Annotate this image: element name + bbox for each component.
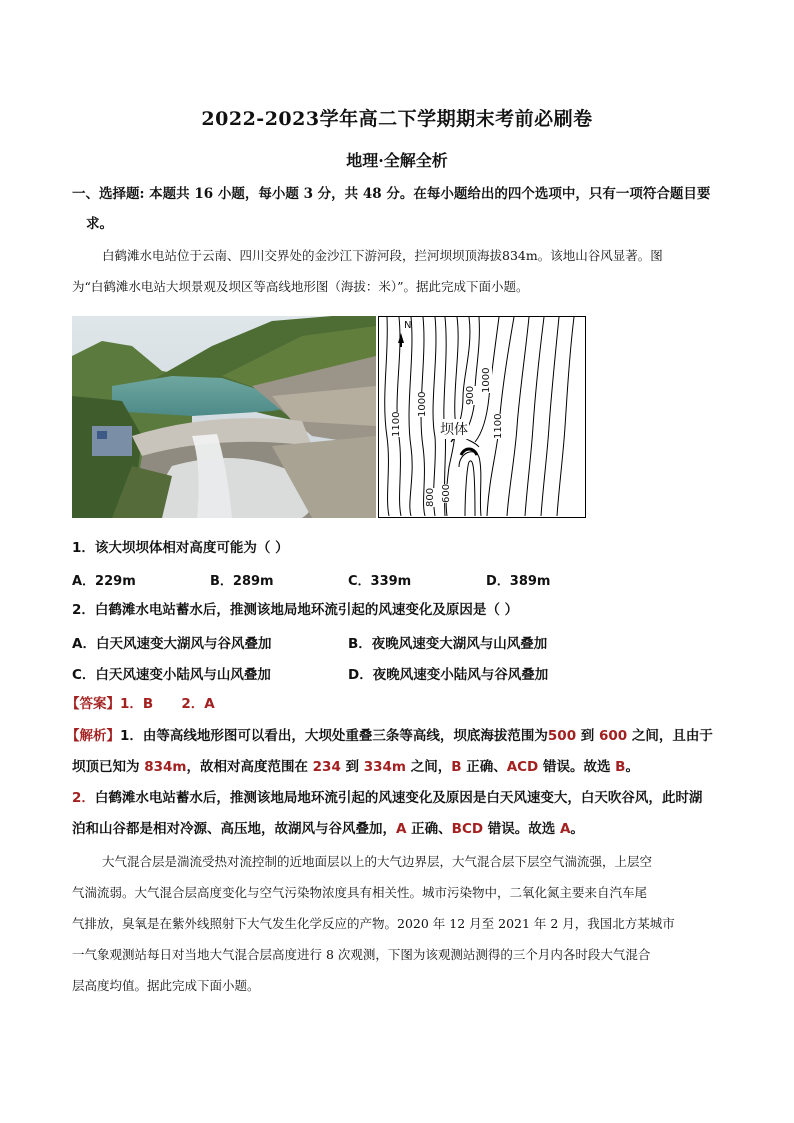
q1-stem: 1．该大坝坝体相对高度可能为（ ）	[72, 540, 289, 556]
analysis-line3	[72, 788, 732, 808]
analysis-line4	[72, 819, 732, 839]
analysis-l4-value-bcd: BCD	[451, 821, 484, 837]
analysis-line2	[72, 757, 732, 777]
analysis-p1-text-a: 1．由等高线地形图可以看出，大坝处重叠三条等高线，坝底海拔范围为	[120, 728, 548, 744]
passage2-line2: 气湍流弱。大气混合层高度变化与空气污染物浓度具有相关性。城市污染物中，二氧化氮主要来自汽车尾	[72, 885, 648, 900]
answer-label: 【答案】	[66, 696, 120, 712]
analysis-l2-text-d: 之间，	[406, 759, 452, 775]
passage2-line1: 大气混合层是湍流受热对流控制的近地面层以上的大气边界层，大气混合层下层空气湍流强，上层空	[102, 854, 653, 869]
document-subtitle: 地理·全解全析	[346, 151, 448, 170]
analysis-l2-value-acd: ACD	[506, 759, 539, 775]
contour-label-1100-left: 1100	[391, 411, 402, 437]
passage2-line4: 一气象观测站每日对当地大气混合层高度进行 8 次观测，下图为该观测站测得的三个月内各时段大气混合	[72, 947, 651, 962]
passage1-line2: 为“白鹤滩水电站大坝景观及坝区等高线地形图（海拔：米）”。据此完成下面小题。	[72, 279, 529, 294]
analysis-l2-value-234: 234	[312, 759, 341, 775]
analysis-l4-text-c: 错误。故选	[483, 821, 560, 837]
analysis-l2-text-a: 坝顶已知为	[72, 759, 145, 775]
analysis-l4-value-a: A	[396, 821, 407, 837]
document-title: 2022-2023学年高二下学期期末考前必刷卷	[201, 108, 593, 130]
analysis-p1-text-c: 之间，且由于	[627, 728, 713, 744]
analysis-l2-text-c: 到	[340, 759, 364, 775]
dam-photo	[72, 316, 376, 518]
q2-option-d: D．夜晚风速变小陆风与谷风叠加	[348, 667, 549, 683]
analysis-l2-value-834m: 834m	[144, 759, 187, 775]
passage2-line5: 层高度均值。据此完成下面小题。	[72, 978, 260, 993]
analysis-l2-text-g: 。	[625, 759, 639, 775]
contour-label-1100-right: 1100	[493, 413, 504, 439]
analysis-l2-value-b: B	[451, 759, 462, 775]
analysis-l4-text-d: 。	[570, 821, 584, 837]
q1-option-a: A．229m	[72, 574, 136, 589]
analysis-l4-value-a2: A	[559, 821, 571, 837]
analysis-label: 【解析】	[66, 728, 120, 744]
answer-text: 1．B 2．A	[120, 696, 215, 712]
section-heading-line2: 求。	[86, 216, 113, 232]
analysis-l2-text-e: 正确、	[461, 759, 507, 775]
analysis-l4-text-b: 正确、	[406, 821, 452, 837]
analysis-l2-text-f: 错误。故选	[538, 759, 616, 775]
contour-label-1000-right: 1000	[481, 367, 492, 393]
passage2-line3: 气排放，臭氧是在紫外线照射下大气发生化学反应的产物。2020 年 12 月至 2021 年 2 月，我国北方某城市	[72, 916, 675, 931]
q2-option-c: C．白天风速变小陆风与山风叠加	[72, 667, 271, 683]
q2-option-a: A．白天风速变大湖风与谷风叠加	[72, 636, 272, 652]
contour-label-900: 900	[465, 385, 476, 405]
q1-option-b: B．289m	[210, 574, 274, 589]
contour-map	[378, 316, 586, 518]
q1-option-d: D．389m	[486, 574, 551, 589]
analysis-p1-value-600: 600	[599, 728, 628, 744]
north-label: N	[404, 320, 412, 331]
passage1-line1: 白鹤滩水电站位于云南、四川交界处的金沙江下游河段，拦河坝坝顶海拔834m。该地山谷风显著。图	[102, 248, 663, 263]
contour-label-600: 600	[441, 483, 452, 503]
analysis-line1	[66, 726, 726, 746]
contour-label-1000-left: 1000	[417, 391, 428, 417]
answer-line	[66, 694, 726, 714]
analysis-p2-text-a: 白鹤滩水电站蓄水后，推测该地局地环流引起的风速变化及原因是白天风速变大，白天吹谷风，此时湖	[94, 790, 703, 806]
analysis-l4-text-a: 泊和山谷都是相对冷源、高压地，故湖风与谷风叠加，	[72, 821, 396, 837]
analysis-p1-value-500: 500	[547, 728, 577, 744]
dam-label: 坝体	[439, 419, 469, 439]
analysis-l2-text-b: ，故相对高度范围在	[186, 759, 313, 775]
contour-label-800: 800	[425, 487, 436, 507]
analysis-p2-number: 2．	[72, 790, 95, 806]
analysis-p1-text-b: 到	[576, 728, 599, 744]
q2-option-b: B．夜晚风速变大湖风与山风叠加	[348, 636, 548, 652]
section-heading-line1: 一、选择题: 本题共 16 小题，每小题 3 分，共 48 分。在每小题给出的四个选项中，只有一项符合题目要	[72, 186, 711, 202]
q1-option-c: C．339m	[348, 574, 412, 589]
q2-stem: 2．白鹤滩水电站蓄水后，推测该地局地环流引起的风速变化及原因是（ ）	[72, 602, 519, 618]
analysis-l2-value-334m: 334m	[363, 759, 406, 775]
analysis-l2-value-b2: B	[615, 759, 626, 775]
